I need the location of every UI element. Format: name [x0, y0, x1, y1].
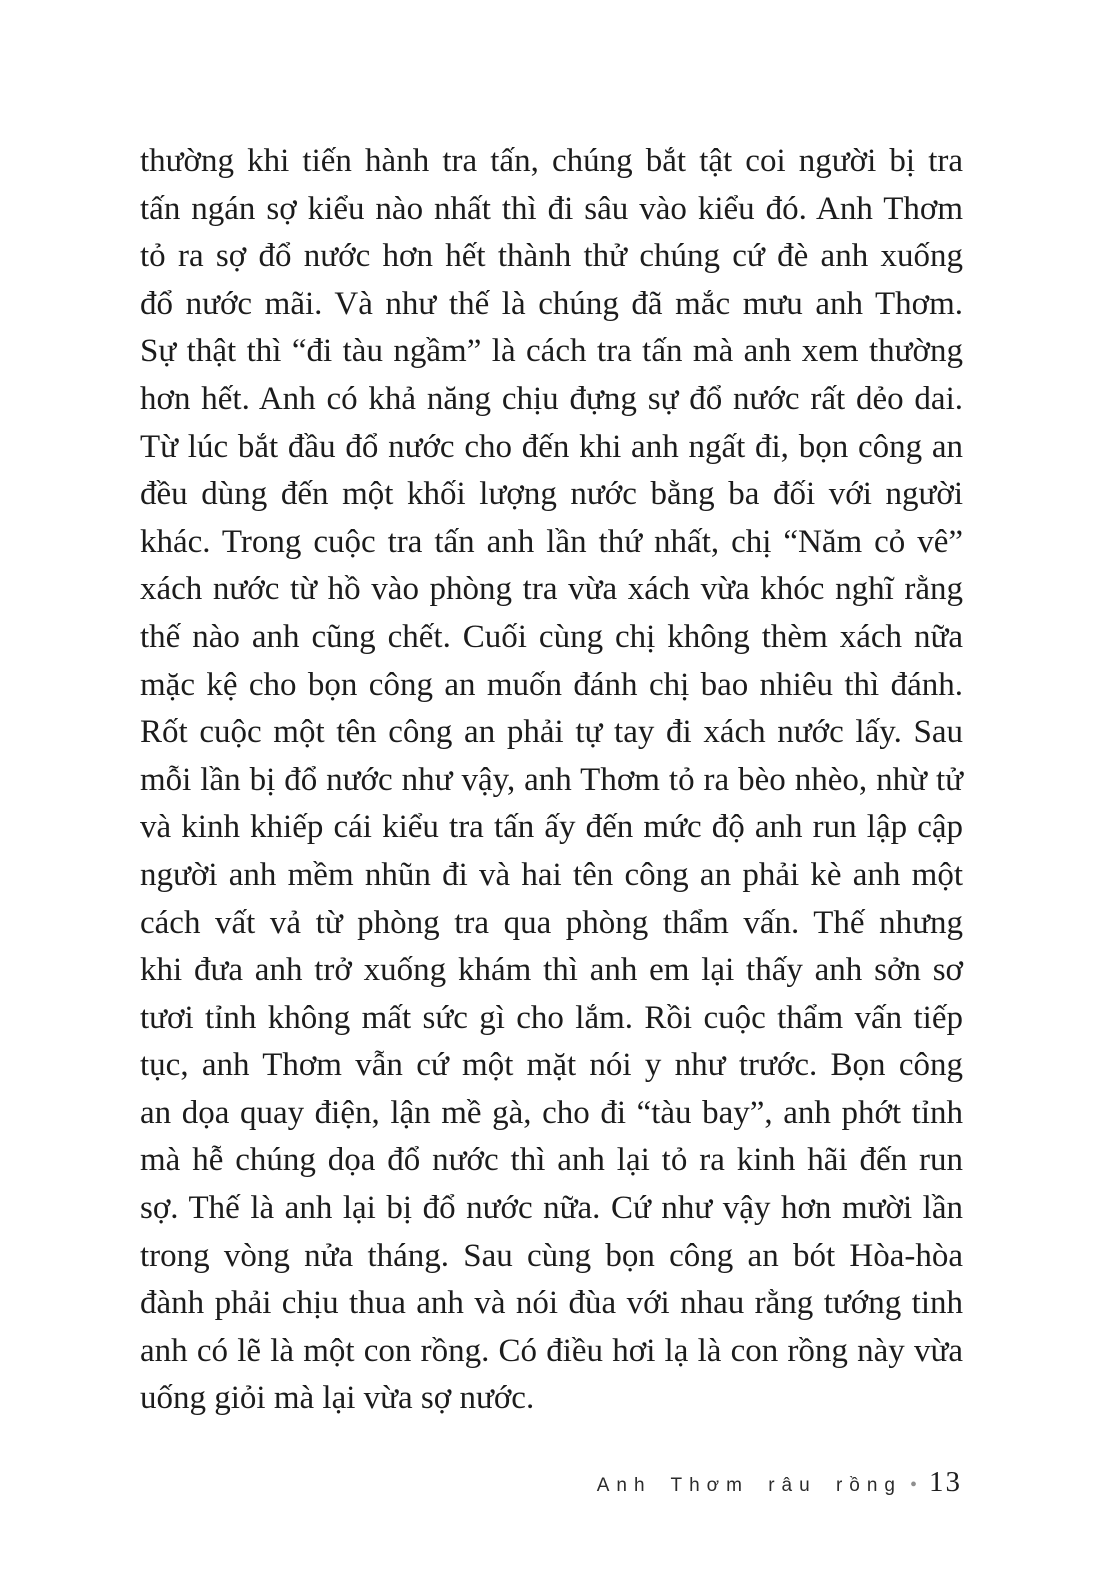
footer-bullet-separator: •: [909, 1474, 917, 1496]
page-number: 13: [929, 1466, 962, 1498]
body-text-block: [140, 138, 963, 1423]
body-text-line: Rốt cuộc một tên công an phải tự tay đi xách nước lấy. Sau: [140, 714, 963, 751]
body-text-line: Sự thật thì “đi tàu ngầm” là cách tra tấn mà anh xem thường: [140, 333, 963, 370]
body-text-line: tươi tỉnh không mất sức gì cho lắm. Rồi cuộc thẩm vấn tiếp: [140, 999, 963, 1036]
running-title: Anh Thơm râu rồng: [596, 1475, 902, 1496]
body-text-line: sợ. Thế là anh lại bị đổ nước nữa. Cứ như vậy hơn mười lần: [140, 1190, 963, 1227]
body-text-line: và kinh khiếp cái kiểu tra tấn ấy đến mức độ anh run lập cập: [140, 809, 963, 846]
body-text-line: đổ nước mãi. Và như thế là chúng đã mắc mưu anh Thơm.: [140, 285, 963, 322]
body-text-line: mỗi lần bị đổ nước như vậy, anh Thơm tỏ ra bèo nhèo, nhừ tử: [140, 761, 963, 798]
body-text-line: người anh mềm nhũn đi và hai tên công an phải kè anh một: [140, 856, 963, 893]
body-text-line: Từ lúc bắt đầu đổ nước cho đến khi anh ngất đi, bọn công an: [140, 428, 963, 465]
body-text-line: cách vất vả từ phòng tra qua phòng thẩm vấn. Thế nhưng: [140, 904, 963, 941]
body-text-line: đều dùng đến một khối lượng nước bằng ba đối với người: [140, 476, 963, 513]
body-text-line: trong vòng nửa tháng. Sau cùng bọn công an bót Hòa-hòa: [140, 1237, 963, 1274]
body-text-line: mà hễ chúng dọa đổ nước thì anh lại tỏ ra kinh hãi đến run: [140, 1142, 963, 1179]
body-text-line: khi đưa anh trở xuống khám thì anh em lại thấy anh sởn sơ: [140, 952, 963, 989]
body-text-line: tục, anh Thơm vẫn cứ một mặt nói y như trước. Bọn công: [140, 1047, 963, 1084]
body-text-line: hơn hết. Anh có khả năng chịu đựng sự đổ nước rất dẻo dai.: [140, 380, 963, 417]
body-text-line: thường khi tiến hành tra tấn, chúng bắt tật coi người bị tra: [140, 143, 963, 179]
body-text-line: an dọa quay điện, lận mề gà, cho đi “tàu bay”, anh phớt tỉnh: [140, 1094, 963, 1131]
body-text-line: anh có lẽ là một con rồng. Có điều hơi lạ là con rồng này vừa: [140, 1332, 963, 1369]
body-text-line: tấn ngán sợ kiểu nào nhất thì đi sâu vào kiểu đó. Anh Thơm: [140, 190, 963, 227]
body-text-line: thế nào anh cũng chết. Cuối cùng chị không thèm xách nữa: [140, 618, 963, 655]
body-text-line: tỏ ra sợ đổ nước hơn hết thành thử chúng cứ đè anh xuống: [140, 238, 963, 275]
body-text-line: uống giỏi mà lại vừa sợ nước.: [140, 1380, 535, 1417]
body-text-line: mặc kệ cho bọn công an muốn đánh chị bao nhiêu thì đánh.: [140, 666, 963, 703]
page-footer: [597, 1466, 962, 1499]
body-text-line: khác. Trong cuộc tra tấn anh lần thứ nhất, chị “Năm cỏ vê”: [140, 523, 963, 560]
body-text-line: xách nước từ hồ vào phòng tra vừa xách vừa khóc nghĩ rằng: [140, 571, 963, 608]
body-text-line: đành phải chịu thua anh và nói đùa với nhau rằng tướng tinh: [140, 1285, 963, 1322]
